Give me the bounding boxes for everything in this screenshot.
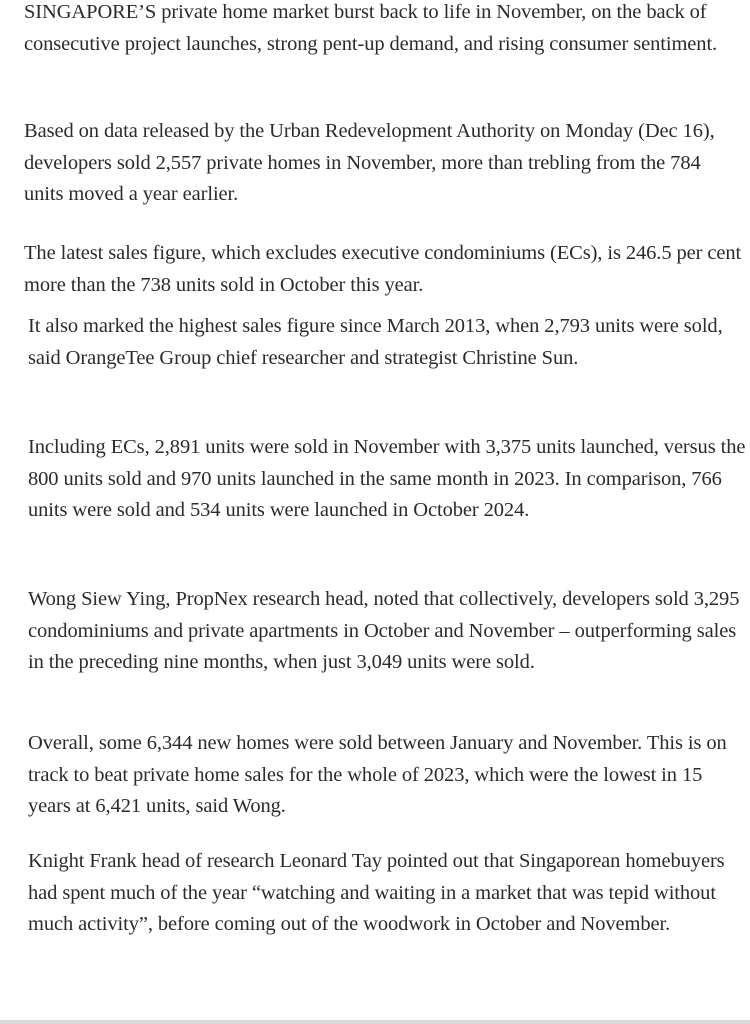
article-paragraph: The latest sales figure, which excludes executive condominiums (ECs), is 246.5 per cent more than the 738 units sold in October this year. bbox=[24, 242, 742, 296]
article-paragraph: It also marked the highest sales figure since March 2013, when 2,793 units were sold, said OrangeTee Group chief researcher and strategist Christine Sun. bbox=[28, 315, 723, 369]
article-paragraph: Including ECs, 2,891 units were sold in November with 3,375 units launched, versus the 800 units sold and 970 units launched in the same month in 2023. In comparison, 766 units were sold and 534 units were launched in October 2024. bbox=[28, 436, 746, 522]
article-paragraph: Based on data released by the Urban Redevelopment Authority on Monday (Dec 16), developers sold 2,557 private homes in November, more than trebling from the 784 units moved a year earlier. bbox=[24, 120, 715, 206]
article-paragraph: SINGAPORE’S private home market burst back to life in November, on the back of consecutive project launches, strong pent-up demand, and rising consumer sentiment. bbox=[24, 1, 718, 55]
article-paragraph: Overall, some 6,344 new homes were sold between January and November. This is on track to beat private home sales for the whole of 2023, which were the lowest in 15 years at 6,421 units, said Wong. bbox=[28, 732, 727, 818]
bottom-divider bbox=[0, 1020, 750, 1024]
article-paragraph: Knight Frank head of research Leonard Tay pointed out that Singaporean homebuyers had spent much of the year “watching and waiting in a market that was tepid without much activity”, before coming out of the woodwork in October and November. bbox=[28, 850, 725, 936]
article-paragraph: Wong Siew Ying, PropNex research head, noted that collectively, developers sold 3,295 condominiums and private apartments in October and November – outperforming sales in the preceding nine months, when just 3,049 units were sold. bbox=[28, 588, 740, 674]
